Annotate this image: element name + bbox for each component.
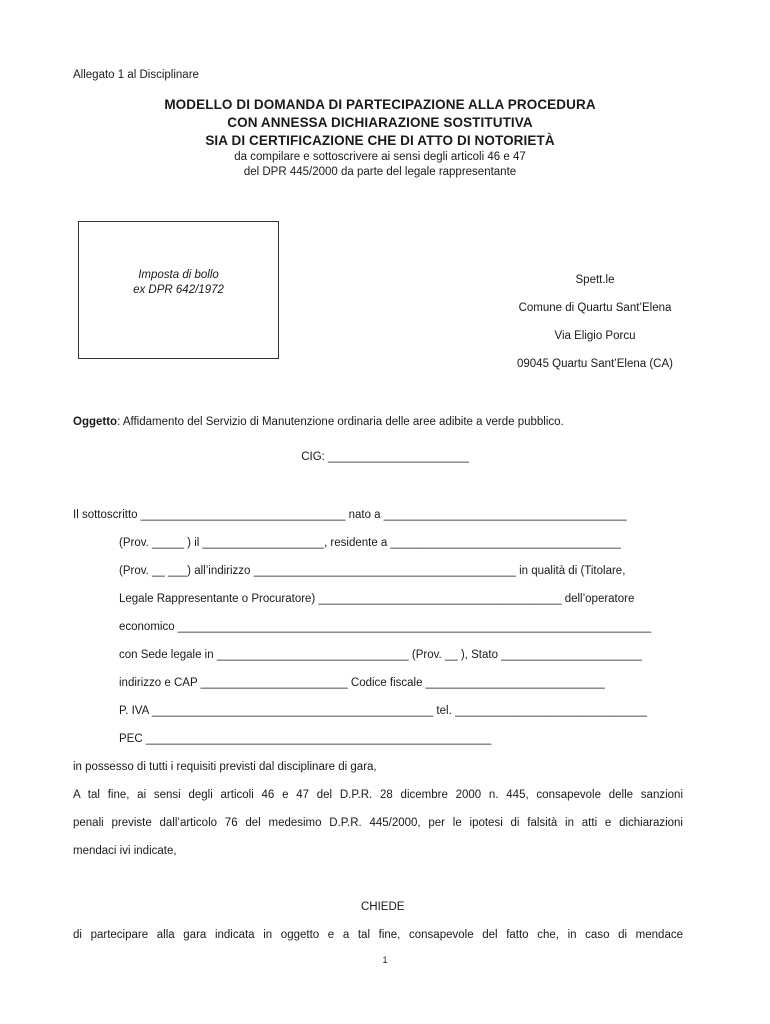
- form-line-pec: PEC ______________________________________________________: [119, 733, 492, 745]
- recipient-salutation: Spett.le: [575, 274, 615, 286]
- title-line-3: SIA DI CERTIFICAZIONE CHE DI ATTO DI NOTORIETÀ: [205, 133, 555, 148]
- form-line-role: Legale Rappresentante o Procuratore) ______________________________________ dell’operatore: [119, 593, 635, 605]
- form-line-name: Il sottoscritto ________________________________ nato a ______________________________________: [73, 509, 627, 521]
- recipient-street: Via Eligio Porcu: [554, 330, 636, 342]
- cig-field: CIG: ______________________: [301, 451, 469, 463]
- subject-line: [73, 416, 564, 428]
- document-title: [0, 96, 760, 180]
- form-line-birth: (Prov. _____ ) il ___________________, residente a ____________________________________: [119, 537, 621, 549]
- declaration-line-1: A tal fine, ai sensi degli articoli 46 e 47 del D.P.R. 28 dicembre 2000 n. 445, consapevole delle sanzioni: [73, 789, 683, 801]
- subject-text: : Affidamento del Servizio di Manutenzione ordinaria delle aree adibite a verde pubblico.: [117, 416, 564, 428]
- form-line-legal-seat: con Sede legale in ______________________________ (Prov. __ ), Stato ______________________: [119, 649, 642, 661]
- title-line-2: CON ANNESSA DICHIARAZIONE SOSTITUTIVA: [227, 115, 533, 130]
- request-line-1: di partecipare alla gara indicata in oggetto e a tal fine, consapevole del fatto che, in caso di mendace: [73, 929, 683, 941]
- subtitle-line-2: del DPR 445/2000 da parte del legale rappresentante: [243, 166, 517, 178]
- form-line-economic-operator: economico __________________________________________________________________________: [119, 621, 652, 633]
- form-line-cap-tax-code: indirizzo e CAP _______________________ Codice fiscale ____________________________: [119, 677, 605, 689]
- subtitle-line-1: da compilare e sottoscrivere ai sensi degli articoli 46 e 47: [234, 151, 526, 163]
- declaration-line-2: penali previste dall’articolo 76 del medesimo D.P.R. 445/2000, per le ipotesi di falsità in atti e dichiarazioni: [73, 817, 683, 829]
- request-heading: CHIEDE: [361, 901, 405, 913]
- revenue-stamp-label: [79, 268, 278, 298]
- declaration-line-3: mendaci ivi indicate,: [73, 845, 177, 857]
- recipient-entity: Comune di Quartu Sant’Elena: [518, 302, 672, 314]
- form-line-address: (Prov. __ ___) all’indirizzo _________________________________________ in qualità di (Titolare,: [119, 565, 626, 577]
- subject-label: Oggetto: [73, 416, 118, 428]
- stamp-line-2: ex DPR 642/1972: [133, 284, 224, 296]
- title-line-1: MODELLO DI DOMANDA DI PARTECIPAZIONE ALLA PROCEDURA: [164, 97, 596, 112]
- recipient-city: 09045 Quartu Sant’Elena (CA): [517, 358, 673, 370]
- revenue-stamp-box: [78, 221, 279, 359]
- page-number: 1: [382, 955, 388, 965]
- stamp-line-1: Imposta di bollo: [138, 269, 219, 281]
- form-line-vat-phone: P. IVA ____________________________________________ tel. ______________________________: [119, 705, 647, 717]
- attachment-label: Allegato 1 al Disciplinare: [73, 69, 199, 81]
- requirements-statement: in possesso di tutti i requisiti previsti dal disciplinare di gara,: [73, 761, 377, 773]
